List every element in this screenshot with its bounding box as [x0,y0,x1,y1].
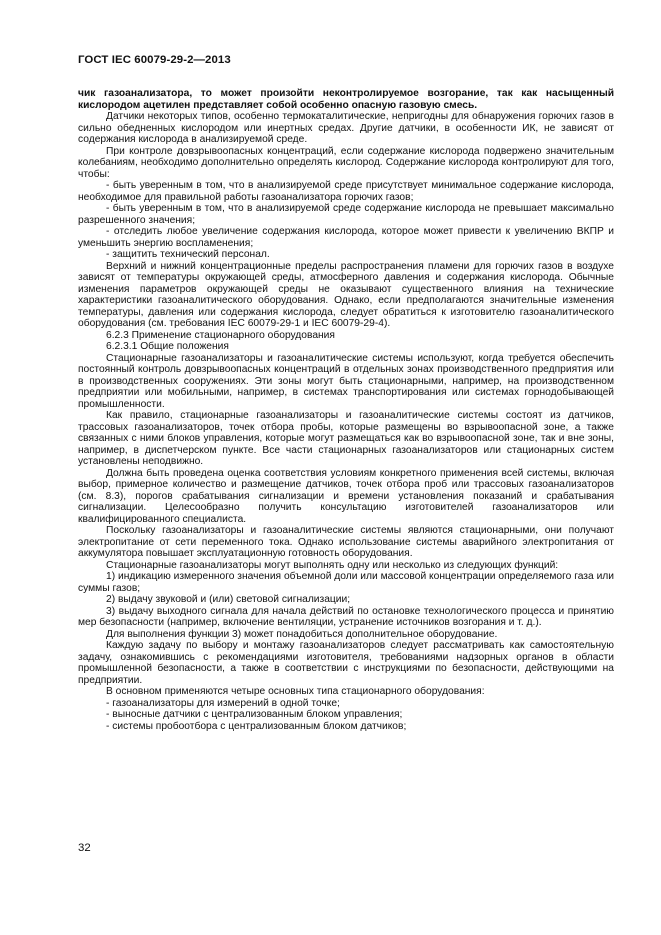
list-item: - быть уверенным в том, что в анализируемой среде присутствует минимальное содержание кислорода, необходимое для правильной работы газоанализатора горючих газов; [78,180,614,203]
paragraph: Каждую задачу по выбору и монтажу газоанализаторов следует рассматривать как самостоятельную задачу, ознакомившись с рекомендациями изготовителя, требованиями надзорных органов в области промышленной безопасности, а также в соответствии с инструкциями по безопасности, действующими на предприятии. [78,640,614,686]
paragraph: Верхний и нижний концентрационные пределы распространения пламени для горючих газов в воздухе зависят от температуры окружающей среды, атмосферного давления и содержания кислорода. Обычные изменения параметров окружающей среды не оказывают существенного влияния на технические характеристики газоаналитического оборудования. Однако, если предполагаются значительные изменения температуры, давления или содержания кислорода, следует обратиться к изготовителю газоаналитического оборудования (см. требования IEC 60079-29-1 и IEC 60079-29-4). [78,260,614,329]
list-item: - защитить технический персонал. [106,249,270,260]
list-item: - выносные датчики с централизованным блоком управления; [106,709,403,720]
list-item: 1) индикацию измеренного значения объемной доли или массовой концентрации определяемого газа или суммы газов; [78,571,614,594]
paragraph: Стационарные газоанализаторы и газоаналитические системы используют, когда требуется обеспечить постоянный контроль довзрывоопасных концентраций в отдельных зонах производственного предприятия или в производственных сооружениях. Эти зоны могут быть стационарными, например, на производственном предприятии или мобильными, например, в системах транспортирования или системах горнодобывающей промышленности. [78,352,614,410]
list-item: 2) выдачу звуковой и (или) световой сигнализации; [106,594,351,605]
paragraph: Датчики некоторых типов, особенно термокаталитические, непригодны для обнаружения горючих газов в сильно обедненных кислородом или инертных средах. Другие датчики, в особенности ИК, не зависят от содержания кислорода в анализируемой среде. [78,111,614,145]
section-heading: 6.2.3 Применение стационарного оборудования [106,329,335,341]
list-item: - газоанализаторы для измерений в одной точке; [106,697,340,709]
paragraph: В основном применяются четыре основных типа стационарного оборудования: [106,686,485,697]
page-number: 32 [78,842,91,854]
paragraph: Поскольку газоанализаторы и газоаналитические системы являются стационарными, они получают электропитание от сети переменного тока. Однако использование системы аварийного электропитания от аккумулятора повышает эксплуатационную готовность оборудования. [78,525,614,559]
paragraph: Для выполнения функции 3) может понадобиться дополнительное оборудование. [106,628,498,640]
paragraph: Должна быть проведена оценка соответствия условиям конкретного применения всей системы, включая выбор, примерное количество и размещение датчиков, точек отбора проб или трассовых газоанализаторов (см. 8.3), порогов срабатывания сигнализации и времени установления показаний и срабатывания сигнализации. Целесообразно получить консультацию изготовителей газоанализаторов или квалифицированного специалиста. [78,467,614,525]
list-item: - отследить любое увеличение содержания кислорода, которое может привести к увеличению ВКПР и уменьшить энергию воспламенения; [78,226,614,249]
list-item: - быть уверенным в том, что в анализируемой среде содержание кислорода не превышает максимально разрешенного значения; [78,203,614,226]
subsection-heading: 6.2.3.1 Общие положения [106,341,229,352]
list-item: 3) выдачу выходного сигнала для начала действий по остановке технологического процесса и принятию мер безопасности (например, включение вентиляции, устранение источников возгорания и т. д.). [78,605,614,628]
document-body [78,88,614,732]
paragraph: Стационарные газоанализаторы могут выполнять одну или несколько из следующих функций: [106,559,559,571]
document-header: ГОСТ IEC 60079-29-2—2013 [78,54,231,66]
paragraph: чик газоанализатора, то может произойти неконтролируемое возгорание, так как насыщенный кислородом ацетилен представляет собой особенно опасную газовую смесь. [78,88,614,111]
paragraph: При контроле довзрывоопасных концентраций, если содержание кислорода подвержено значительным колебаниям, необходимо дополнительно определять кислород. Содержание кислорода контролируют для того, чтобы: [78,145,614,180]
list-item: - системы пробоотбора с централизованным блоком датчиков; [106,720,407,732]
paragraph: Как правило, стационарные газоанализаторы и газоаналитические системы состоят из датчиков, трассовых газоанализаторов, точек отбора пробы, которые размещены во взрывоопасной зоне, а также связанных с ними блоков управления, которые могут размещаться как во взрывоопасной зоне, так и вне зоны, например, в диспетчерском пункте. Все части стационарных газоанализаторов или стационарных систем установлены неподвижно. [78,410,614,467]
